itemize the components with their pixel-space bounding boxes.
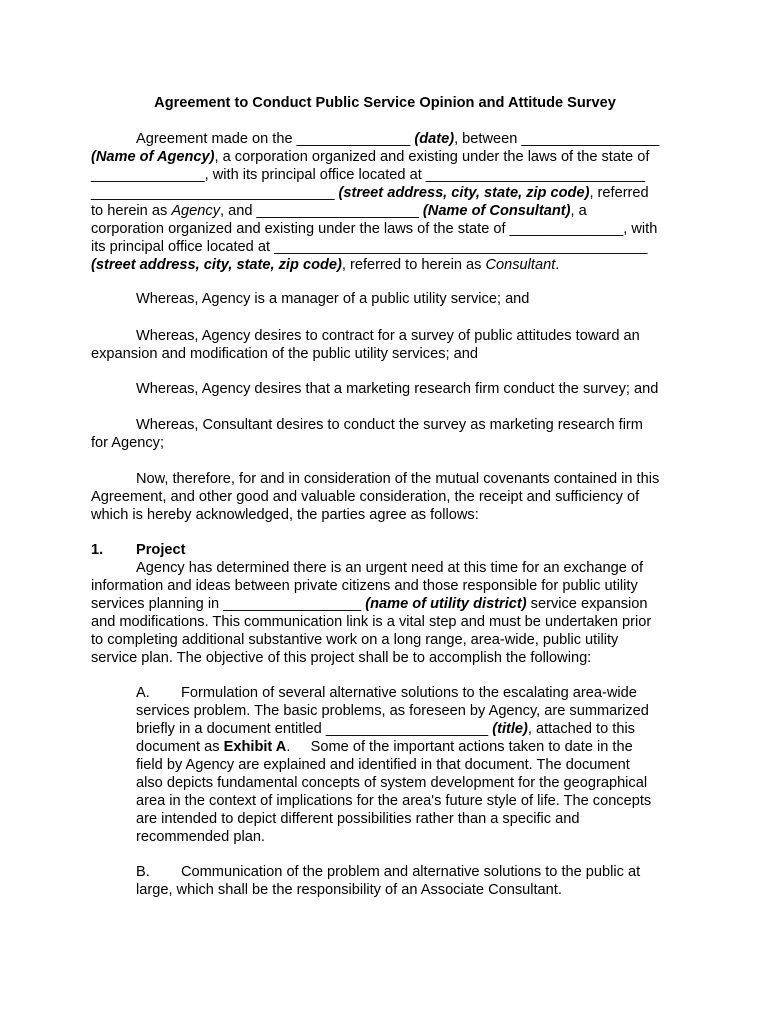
- whereas-2-line-2: expansion and modification of the public utility services; and: [91, 346, 478, 362]
- item-a-line-3: [136, 720, 635, 738]
- intro-text: , referred: [589, 185, 649, 201]
- agency-name-label: (Name of Agency): [91, 149, 215, 165]
- item-a-line-2: services problem. The basic problems, as foreseen by Agency, are summarized: [136, 703, 649, 719]
- item-text: , attached to this: [527, 721, 635, 737]
- title-placeholder-label: (title): [492, 721, 528, 737]
- item-a-line-6: also depicts fundamental concepts of system development for the geographical: [136, 775, 648, 791]
- whereas-3: Whereas, Agency desires that a marketing research firm conduct the survey; and: [136, 381, 659, 397]
- item-a-line-8: are intended to depict different possibilities rather than a specific and: [136, 811, 580, 827]
- agency-term: Agency: [171, 203, 221, 219]
- intro-line-2: [91, 148, 649, 166]
- section-1-heading: Project: [136, 542, 186, 558]
- utility-district-label: (name of utility district): [365, 596, 527, 612]
- whereas-2-line-1: Whereas, Agency desires to contract for a survey of public attitudes toward an: [136, 328, 640, 344]
- intro-text: , between _________________: [454, 131, 660, 147]
- whereas-1: Whereas, Agency is a manager of a public utility service; and: [136, 291, 530, 307]
- date-placeholder-label: (date): [414, 131, 455, 147]
- now-therefore-line-2: Agreement, and other good and valuable consideration, the receipt and sufficiency of: [91, 489, 640, 505]
- section-text: service expansion: [526, 596, 648, 612]
- now-therefore-line-3: which is hereby acknowledged, the parties agree as follows:: [91, 507, 479, 523]
- item-b-line-1: Communication of the problem and alternative solutions to the public at: [181, 864, 641, 880]
- section-1-line-3: [91, 595, 648, 613]
- item-a-line-4: [136, 738, 633, 756]
- section-1-line-2: information and ideas between private citizens and those responsible for public utility: [91, 578, 638, 594]
- intro-line-8: [91, 256, 559, 274]
- now-therefore-line-1: Now, therefore, for and in consideration of the mutual covenants contained in this: [136, 471, 660, 487]
- exhibit-a-reference: Exhibit A: [223, 739, 287, 755]
- address-label: (street address, city, state, zip code): [338, 185, 590, 201]
- document-title: Agreement to Conduct Public Service Opinion and Attitude Survey: [154, 95, 616, 111]
- intro-line-6: corporation organized and existing under the laws of the state of ______________, with: [91, 221, 658, 237]
- consultant-term: Consultant: [485, 257, 556, 273]
- section-1-line-1: Agency has determined there is an urgent need at this time for an exchange of: [136, 560, 644, 576]
- intro-line-7: its principal office located at ______________________________________________: [91, 239, 648, 255]
- item-text: . Some of the important actions taken to date in the: [286, 739, 633, 755]
- intro-text: , a: [570, 203, 587, 219]
- item-a-line-9: recommended plan.: [136, 829, 265, 845]
- address-label: (street address, city, state, zip code): [91, 257, 342, 273]
- item-a-line-7: area in the context of implications for the area's future style of life. The concepts: [136, 793, 652, 809]
- intro-line-5: [91, 202, 587, 220]
- intro-text: , and ____________________: [220, 203, 423, 219]
- section-1-number: 1.: [91, 542, 104, 558]
- whereas-4-line-2: for Agency;: [91, 435, 165, 451]
- intro-text: ______________________________: [91, 185, 339, 201]
- item-a-line-5: field by Agency are explained and identified in that document. The document: [136, 757, 630, 773]
- intro-text: , referred to herein as: [341, 257, 486, 273]
- intro-line-3: ______________, with its principal office located at ___________________________: [91, 167, 645, 183]
- item-text: briefly in a document entitled ____________________: [136, 721, 493, 737]
- intro-text: , a corporation organized and existing under the laws of the state of: [214, 149, 650, 165]
- intro-line-1: [136, 130, 659, 148]
- item-a-line-1: Formulation of several alternative solutions to the escalating area-wide: [181, 685, 637, 701]
- section-1-line-6: service plan. The objective of this project shall be to accomplish the following:: [91, 650, 592, 666]
- intro-text: .: [555, 257, 560, 273]
- intro-text: to herein as: [91, 203, 172, 219]
- item-b-line-2: large, which shall be the responsibility of an Associate Consultant.: [136, 882, 562, 898]
- item-b-label: B.: [136, 864, 150, 880]
- item-a-label: A.: [136, 685, 150, 701]
- item-text: document as: [136, 739, 224, 755]
- section-text: services planning in _________________: [91, 596, 366, 612]
- intro-text: Agreement made on the ______________: [136, 131, 415, 147]
- section-1-line-5: to completing additional substantive work on a long range, area-wide, public utility: [91, 632, 619, 648]
- intro-line-4: [91, 184, 649, 202]
- section-1-line-4: and modifications. This communication link is a vital step and must be undertaken prior: [91, 614, 652, 630]
- consultant-name-label: (Name of Consultant): [422, 203, 571, 219]
- whereas-4-line-1: Whereas, Consultant desires to conduct the survey as marketing research firm: [136, 417, 643, 433]
